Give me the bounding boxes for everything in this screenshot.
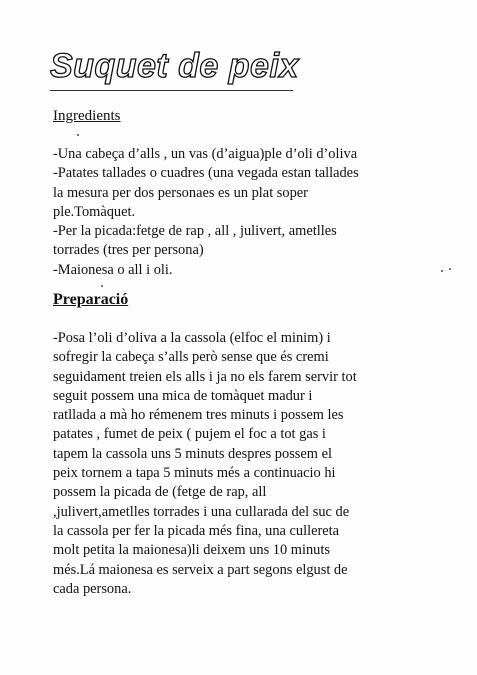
ingredients-heading: Ingredients [53, 108, 121, 124]
preparation-heading: Preparació [53, 291, 129, 308]
preparation-line: seguit possem una mica de tomàquet madur i [53, 387, 313, 404]
preparation-line: més.Lá maionesa es serveix a part segons elgust de [53, 561, 348, 578]
ingredient-line: -Patates tallades o cuadres (una vegada estan tallades [53, 165, 359, 182]
scan-speck [101, 285, 103, 287]
ingredient-line: -Una cabeça d’alls , un vas (d’aigua)ple d’oli d’oliva [53, 146, 358, 162]
ingredient-line: ple.Tomàquet. [53, 203, 136, 220]
ingredient-line: -Maionesa o all i oli. [53, 261, 173, 278]
preparation-text [53, 329, 398, 599]
preparation-line: ratllada a mà ho rémenem tres minuts i possem les [53, 407, 344, 424]
preparation-line: possem la picada de (fetge de rap, all [53, 484, 267, 501]
preparation-line: -Posa l’oli d’oliva a la cassola (elfoc el minim) i [53, 330, 331, 346]
ingredients-list [53, 145, 398, 280]
preparation-line: peix tornem a tapa 5 minuts més a continuacio hi [53, 465, 336, 482]
preparation-line: ,julivert,ametlles torrades i una cullarada del suc de [53, 503, 350, 520]
preparation-line: sofregir la cabeça s’alls però sense que és cremi [53, 349, 329, 366]
scan-speck [441, 270, 443, 272]
preparation-line: seguidament treien els alls i ja no els farem servir tot [53, 368, 357, 385]
ingredient-line: la mesura per dos personaes es un plat soper [53, 184, 308, 201]
title-block [50, 46, 299, 96]
title-underline [50, 90, 293, 91]
preparation-line: tapem la cassola uns 5 minuts despres possem el [53, 445, 332, 462]
preparation-line: molt petita la maionesa)li deixem uns 10 minuts [53, 542, 330, 559]
preparation-line: cada persona. [53, 580, 132, 597]
page-title: Suquet de peix [50, 47, 299, 85]
scan-speck [449, 268, 451, 270]
preparation-line: la cassola per fer la picada més fina, una cullereta [53, 522, 340, 539]
ingredient-line: torrades (tres per persona) [53, 242, 204, 259]
preparation-line: patates , fumet de peix ( pujem el foc a tot gas i [53, 426, 326, 443]
ingredient-line: -Per la picada:fetge de rap , all , julivert, ametlles [53, 223, 337, 240]
scan-speck [77, 134, 79, 136]
